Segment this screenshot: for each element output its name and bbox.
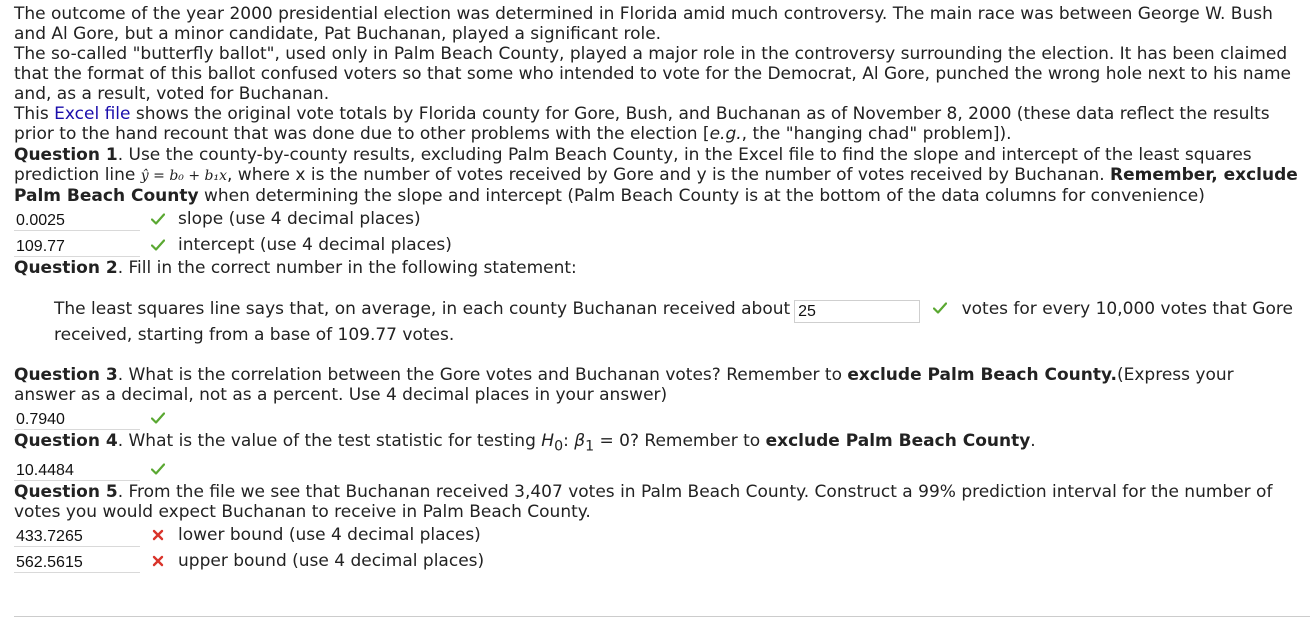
intro-paragraph-1: The outcome of the year 2000 presidential election was determined in Florida amid much controversy. The main race was between George W. Bush and Al Gore, but a minor candidate, Pat Buchanan, played a significant role. [14, 4, 1273, 44]
x-mark-icon [148, 529, 168, 541]
intro-paragraph-3: This Excel file shows the original vote totals by Florida county for Gore, Bush, and Buchanan as of November 8, 2000 (these data reflect the results prior to the hand recount that was done due to other problems with the election [e.g., the "hanging chad" problem]). [14, 104, 1270, 144]
slope-input[interactable]: 0.0025 [14, 208, 140, 231]
check-icon [930, 302, 950, 314]
correlation-row [14, 405, 1300, 431]
x-mark-icon [148, 555, 168, 567]
upper-bound-label: upper bound (use 4 decimal places) [178, 551, 485, 572]
intro-paragraph-2: The so-called "butterfly ballot", used only in Palm Beach County, played a major role in the controversy surrounding the election. It has been claimed that the format of this ballot confused voters so that some who intended to vote for the Democrat, Al Gore, punched the wrong hole next to his name and, as a result, voted for Buchanan. [14, 44, 1291, 104]
check-icon [148, 412, 168, 424]
check-icon [148, 463, 168, 475]
lower-bound-row [14, 522, 1300, 548]
test-statistic-row [14, 456, 1300, 482]
question-2-text: Question 2. Fill in the correct number in the following statement: [14, 258, 577, 278]
question-4-label: Question 4 [14, 431, 118, 451]
slope-label: slope (use 4 decimal places) [178, 209, 421, 229]
slope-row [14, 206, 1300, 232]
upper-bound-row [14, 548, 1300, 574]
question-1-text: Question 1. Use the county-by-county results, excluding Palm Beach County, in the Excel file to find the slope and intercept of the least squares prediction line ŷ = b₀ + b₁x, where x is the number of votes received by Gore and y is the number of votes received by Buchanan. Remember, exclude Palm Beach County when determining the slope and intercept (Palm Beach County is at the bottom of the data columns for convenience) [14, 145, 1298, 206]
question-5-label: Question 5 [14, 482, 118, 503]
check-icon [148, 239, 168, 251]
question-page [14, 4, 1300, 574]
intercept-row [14, 232, 1300, 258]
question-1-label: Question 1 [14, 145, 118, 165]
intercept-input[interactable]: 109.77 [14, 234, 140, 257]
lower-bound-input[interactable]: 433.7265 [14, 524, 140, 547]
question-3-text: Question 3. What is the correlation between the Gore votes and Buchanan votes? Remember to exclude Palm Beach County.(Express your answer as a decimal, not as a percent. Use 4 decimal places in your answer) [14, 365, 1234, 405]
question-2-label: Question 2 [14, 258, 118, 278]
upper-bound-input[interactable]: 562.5615 [14, 550, 140, 573]
question-2-statement: The least squares line says that, on average, in each county Buchanan received about 25 votes for every 10,000 votes that Gore received, starting from a base of 109.77 votes. [54, 299, 1293, 345]
check-icon [148, 213, 168, 225]
excel-file-link[interactable]: Excel file [54, 104, 131, 124]
intercept-label: intercept (use 4 decimal places) [178, 235, 452, 255]
bottom-divider [14, 616, 1310, 617]
votes-per-10000-input[interactable]: 25 [794, 300, 920, 323]
question-5-text: Question 5. From the file we see that Buchanan received 3,407 votes in Palm Beach County. Construct a 99% prediction interval for the number of votes you would expect Buchanan to receive in Palm Beach County. [14, 482, 1273, 523]
correlation-input[interactable]: 0.7940 [14, 407, 140, 430]
test-statistic-input[interactable]: 10.4484 [14, 458, 140, 481]
question-3-label: Question 3 [14, 365, 118, 385]
question-4-text: Question 4. What is the value of the test statistic for testing $H_0$: $\beta_1 = 0$? Remember to exclude Palm Beach County. [14, 431, 1036, 455]
regression-formula: ŷ = b₀ + b₁x [140, 168, 227, 184]
lower-bound-label: lower bound (use 4 decimal places) [178, 525, 481, 546]
